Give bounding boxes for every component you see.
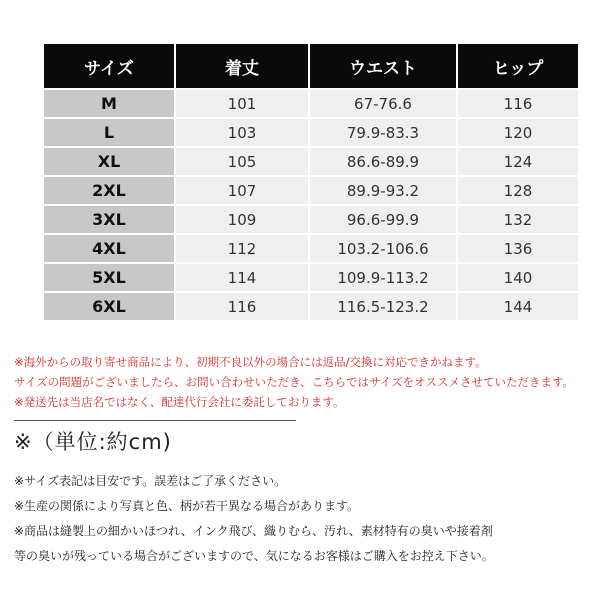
hip-cell: 128 (458, 177, 578, 204)
length-cell: 109 (176, 206, 308, 233)
notice-line: ※発送先は当店名ではなく、配達代行会社に委託しております。 (14, 395, 345, 409)
unit-label: ※（単位:約cm) (14, 430, 172, 454)
waist-cell: 116.5-123.2 (310, 293, 456, 320)
header-waist: ウエスト (310, 44, 456, 88)
length-cell: 112 (176, 235, 308, 262)
length-cell: 114 (176, 264, 308, 291)
table-row (44, 90, 578, 117)
waist-cell: 79.9-83.3 (310, 119, 456, 146)
waist-cell: 96.6-99.9 (310, 206, 456, 233)
length-cell: 105 (176, 148, 308, 175)
size-chart-table (42, 42, 580, 322)
waist-cell: 89.9-93.2 (310, 177, 456, 204)
table-row (44, 119, 578, 146)
size-cell: L (44, 119, 174, 146)
waist-cell: 67-76.6 (310, 90, 456, 117)
hip-cell: 144 (458, 293, 578, 320)
size-cell: XL (44, 148, 174, 175)
note-line: ※生産の関係により写真と色、柄が若干異なる場合があります。 (14, 499, 360, 513)
divider (14, 420, 296, 421)
product-notes (14, 469, 594, 569)
size-cell: 5XL (44, 264, 174, 291)
note-line: ※商品は縫製上の細かいほつれ、インク飛び、織りむら、汚れ、素材特有の臭いや接着剤 (14, 524, 493, 538)
return-policy-notes (14, 352, 590, 412)
note-line: 等の臭いが残っている場合がございますので、気になるお客様はご購入をお控え下さい。 (14, 549, 494, 563)
header-size: サイズ (44, 44, 174, 88)
size-cell: 2XL (44, 177, 174, 204)
table-row (44, 148, 578, 175)
length-cell: 116 (176, 293, 308, 320)
table-row (44, 293, 578, 320)
size-cell: 3XL (44, 206, 174, 233)
table-row (44, 235, 578, 262)
hip-cell: 124 (458, 148, 578, 175)
hip-cell: 120 (458, 119, 578, 146)
waist-cell: 86.6-89.9 (310, 148, 456, 175)
size-cell: 4XL (44, 235, 174, 262)
hip-cell: 140 (458, 264, 578, 291)
note-line: ※サイズ表記は目安です。誤差はご了承ください。 (14, 474, 287, 488)
waist-cell: 103.2-106.6 (310, 235, 456, 262)
table-row (44, 177, 578, 204)
notice-line: ※海外からの取り寄せ商品により、初期不良以外の場合には返品/交換に対応できかねます。 (14, 355, 487, 369)
notice-line: サイズの問題がございましたら、お問い合わせいただき、こちらではサイズをオススメさせていただきます。 (14, 375, 575, 389)
size-cell: M (44, 90, 174, 117)
table-row (44, 206, 578, 233)
header-hip: ヒップ (458, 44, 578, 88)
hip-cell: 136 (458, 235, 578, 262)
header-length: 着丈 (176, 44, 308, 88)
waist-cell: 109.9-113.2 (310, 264, 456, 291)
hip-cell: 116 (458, 90, 578, 117)
table-header-row (44, 44, 578, 88)
length-cell: 101 (176, 90, 308, 117)
size-cell: 6XL (44, 293, 174, 320)
length-cell: 107 (176, 177, 308, 204)
table-row (44, 264, 578, 291)
length-cell: 103 (176, 119, 308, 146)
hip-cell: 132 (458, 206, 578, 233)
